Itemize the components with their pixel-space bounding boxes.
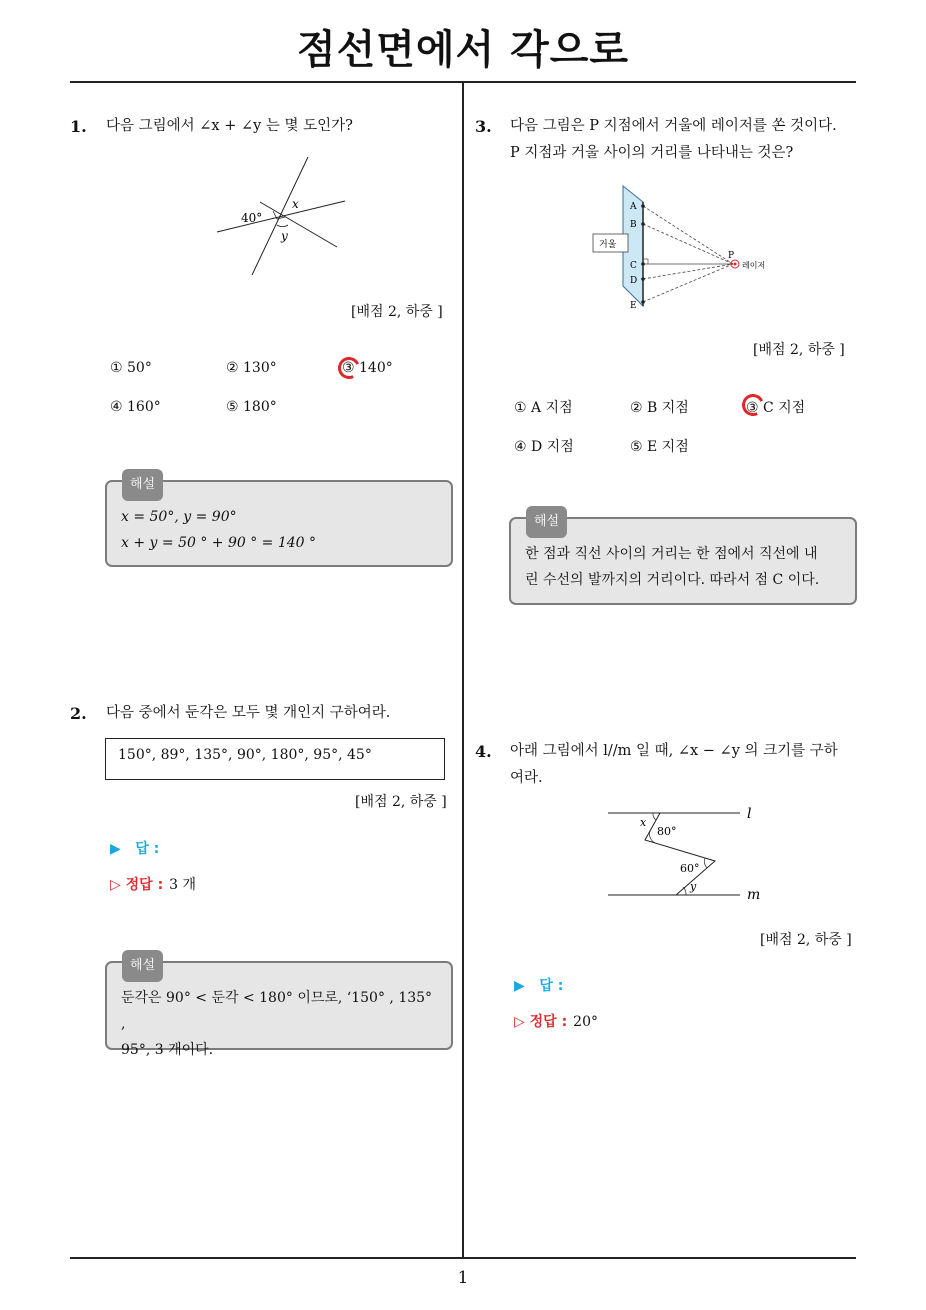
q4-answer-row bbox=[514, 975, 563, 995]
q1-text: 다음 그림에서 ∠x + ∠y 는 몇 도인가? bbox=[106, 118, 353, 134]
q4-label-y: y bbox=[690, 880, 697, 893]
q3-point-c: C bbox=[630, 261, 637, 271]
q3-choice-2[interactable]: ② B 지점 bbox=[630, 400, 689, 416]
q3-choice-5[interactable]: ⑤ E 지점 bbox=[630, 439, 689, 455]
q2-data-box: 150°, 89°, 135°, 90°, 180°, 95°, 45° bbox=[105, 738, 445, 780]
footer-divider bbox=[70, 1257, 856, 1259]
q1-solution-line-2: x + y = 50 ° + 90 ° = 140 ° bbox=[121, 535, 317, 551]
q1-number: 1. bbox=[70, 117, 87, 136]
q3-text-line-1: 다음 그림은 P 지점에서 거울에 레이저를 쏜 것이다. bbox=[510, 118, 837, 134]
q3-text-line-2: P 지점과 거울 사이의 거리를 나타내는 것은? bbox=[510, 145, 794, 161]
outline-triangle-icon: ▷ bbox=[514, 1014, 530, 1030]
q2-correct-value: 3 개 bbox=[169, 877, 197, 893]
q1-choice-4[interactable]: ④ 160° bbox=[110, 399, 161, 415]
q1-angle-arc bbox=[277, 225, 288, 227]
q3-choice-4[interactable]: ④ D 지점 bbox=[514, 439, 574, 455]
q4-angle-80: 80° bbox=[657, 825, 677, 838]
q1-line-a bbox=[217, 201, 345, 232]
outline-triangle-icon: ▷ bbox=[110, 877, 126, 893]
q4-score: [배점 2, 하중 ] bbox=[760, 932, 852, 948]
q3-p-label: P bbox=[728, 251, 735, 261]
q4-text-line-1: 아래 그림에서 l//m 일 때, ∠x − ∠y 의 크기를 구하 bbox=[510, 743, 838, 759]
q4-zigzag bbox=[645, 813, 715, 895]
q1-y-label: y bbox=[281, 229, 288, 243]
q1-choice-5[interactable]: ⑤ 180° bbox=[226, 399, 277, 415]
q4-correct-value: 20° bbox=[573, 1014, 598, 1030]
play-icon: ▶ bbox=[514, 978, 540, 994]
q4-correct-row bbox=[514, 1011, 598, 1031]
page-title: 점선면에서 각으로 bbox=[296, 27, 630, 73]
q2-solution-tag: 해설 bbox=[122, 950, 163, 982]
q4-label-l: l bbox=[747, 806, 752, 822]
q1-selected-circle-icon bbox=[335, 354, 363, 382]
q3-point-b: B bbox=[630, 220, 637, 230]
q3-figure bbox=[590, 180, 790, 315]
q3-score: [배점 2, 하중 ] bbox=[753, 342, 845, 358]
q3-solution-line-2: 린 수선의 발까지의 거리이다. 따라서 점 C 이다. bbox=[525, 572, 820, 588]
q1-solution-box bbox=[105, 477, 453, 567]
q2-solution-line-2: 95°, 3 개이다. bbox=[121, 1042, 214, 1058]
q4-label-x: x bbox=[640, 816, 647, 829]
q2-correct-label: 정답 : bbox=[125, 877, 164, 893]
q4-figure bbox=[600, 800, 770, 905]
q2-solution-box bbox=[105, 958, 453, 1058]
q3-solution-box bbox=[509, 514, 857, 605]
q2-correct-row bbox=[110, 874, 196, 894]
q1-figure bbox=[205, 150, 355, 280]
play-icon: ▶ bbox=[110, 841, 136, 857]
q3-mirror-label: 거울 bbox=[599, 240, 617, 250]
q1-choice-1[interactable]: ① 50° bbox=[110, 360, 152, 376]
q1-solution-tag: 해설 bbox=[122, 469, 163, 501]
q3-number: 3. bbox=[475, 117, 492, 136]
q3-choice-3[interactable]: ③ C 지점 bbox=[746, 400, 806, 416]
q3-solution-tag: 해설 bbox=[526, 506, 567, 538]
q1-score: [배점 2, 하중 ] bbox=[351, 304, 443, 320]
q4-angle-60: 60° bbox=[680, 862, 700, 875]
q1-choice-2[interactable]: ② 130° bbox=[226, 360, 277, 376]
q3-point-e: E bbox=[630, 301, 637, 311]
q3-choice-1[interactable]: ① A 지점 bbox=[514, 400, 573, 416]
q3-solution-line-1: 한 점과 직선 사이의 거리는 한 점에서 직선에 내 bbox=[525, 546, 818, 562]
q4-number: 4. bbox=[475, 742, 492, 761]
page-number: 1 bbox=[457, 1268, 469, 1288]
q3-point-a: A bbox=[630, 202, 637, 212]
q2-answer-row bbox=[110, 838, 159, 858]
column-divider bbox=[462, 82, 464, 1258]
q2-solution-line-1: 둔각은 90° < 둔각 < 180° 이므로, ‘150° , 135° , bbox=[121, 990, 433, 1032]
q2-answer-label: 답 : bbox=[135, 841, 160, 857]
q1-choice-3[interactable]: ③ 140° bbox=[342, 360, 393, 376]
q4-label-m: m bbox=[747, 887, 761, 903]
q4-text-line-2: 여라. bbox=[510, 770, 543, 786]
q3-laser-label: 레이저 bbox=[742, 261, 766, 270]
q4-correct-label: 정답 : bbox=[529, 1014, 568, 1030]
q1-x-label: x bbox=[292, 197, 299, 211]
q1-angle-label: 40° bbox=[241, 211, 263, 225]
q3-point-d: D bbox=[630, 276, 638, 286]
q2-number: 2. bbox=[70, 704, 87, 723]
q4-answer-label: 답 : bbox=[539, 978, 564, 994]
q2-score: [배점 2, 하중 ] bbox=[355, 794, 447, 810]
q2-text: 다음 중에서 둔각은 모두 몇 개인지 구하여라. bbox=[106, 705, 391, 721]
q1-solution-line-1: x = 50°, y = 90° bbox=[121, 509, 237, 525]
